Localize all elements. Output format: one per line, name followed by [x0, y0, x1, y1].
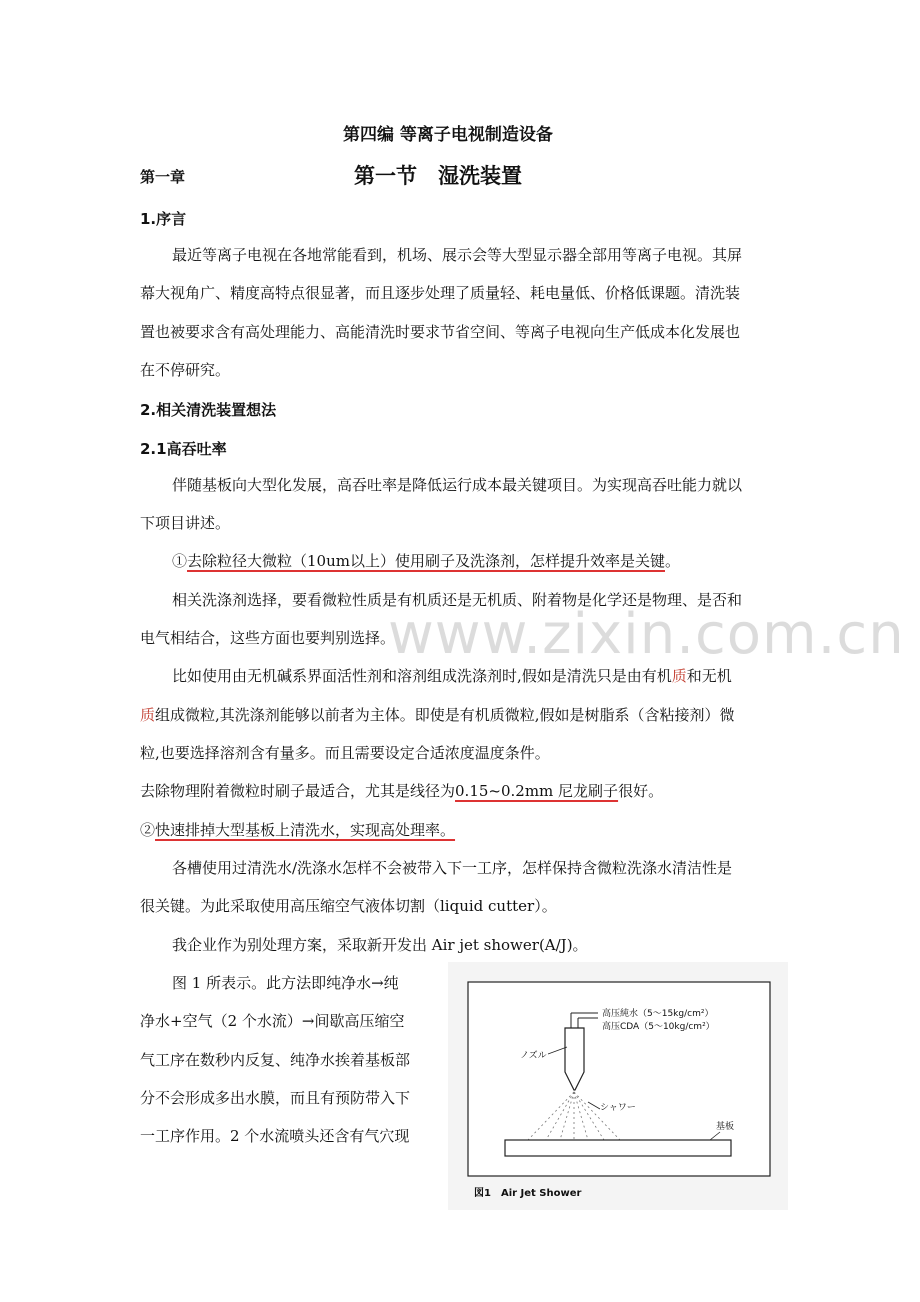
- paragraph-line: 我企业作为别处理方案，采取新开发出 Air jet shower(A/J)。: [172, 936, 588, 954]
- section-title: 第一节 湿洗装置: [354, 164, 522, 188]
- figure-caption: 図1 Air Jet Shower: [474, 1188, 582, 1199]
- paragraph-line: 置也被要求含有高处理能力、高能清洗时要求节省空间、等离子电视向生产低成本化发展也: [140, 323, 741, 341]
- text-span: 比如使用由无机碱系界面活性剂和溶剂组成洗涤剂时,假如是清洗只是由有机: [172, 667, 672, 685]
- paragraph-line: 粒,也要选择溶剂含有量多。而且需要设定合适浓度温度条件。: [140, 744, 550, 762]
- paragraph-line: 净水+空气（2 个水流）→间歇高压缩空: [140, 1012, 405, 1030]
- text-span: 很好。: [618, 782, 664, 800]
- list-item-2: [140, 820, 455, 840]
- underlined-text: 去除粒径大微粒（10um以上）使用刷子及洗涤剂，怎样提升效率是关键: [187, 552, 665, 570]
- paragraph-line: 图 1 所表示。此方法即纯净水→纯: [172, 974, 399, 992]
- paragraph-line: 很关键。为此采取使用高压缩空气液体切割（liquid cutter）。: [140, 897, 557, 915]
- paragraph-line: 电气相结合，这些方面也要判别选择。: [140, 629, 396, 647]
- paragraph-line: [140, 781, 663, 801]
- text-span: 组成微粒,其洗涤剂能够以前者为主体。即使是有机质微粒,假如是树脂系（含粘接剂）微: [155, 706, 735, 724]
- paragraph-line: 幕大视角广、精度高特点很显著，而且逐步处理了质量轻、耗电量低、价格低课题。清洗装: [140, 284, 741, 302]
- paragraph-line: 分不会形成多出水膜，而且有预防带入下: [140, 1089, 411, 1107]
- chapter-label: 第一章: [140, 168, 186, 186]
- underlined-text: 快速排掉大型基板上清洗水，实现高处理率。: [155, 821, 456, 839]
- paragraph-line: 最近等离子电视在各地常能看到，机场、展示会等大型显示器全部用等离子电视。其屏: [172, 246, 743, 264]
- label-high-pressure-cda: 高压CDA（5～10kg/cm²）: [602, 1022, 715, 1032]
- text-span: 和无机: [686, 667, 732, 685]
- paragraph-line: 相关洗涤剂选择，要看微粒性质是有机质还是无机质、附着物是化学还是物理、是否和: [172, 591, 743, 609]
- underlined-text: 0.15~0.2mm 尼龙刷子: [455, 782, 619, 800]
- heading-preface: 1.序言: [140, 210, 187, 228]
- label-nozzle: ノズル: [520, 1051, 547, 1061]
- watermark: www.zixin.com.cn: [388, 602, 905, 667]
- paragraph-line: 气工序在数秒内反复、纯净水挨着基板部: [140, 1051, 411, 1069]
- label-substrate: 基板: [716, 1122, 735, 1132]
- heading-cleaning-ideas: 2.相关清洗装置想法: [140, 401, 277, 419]
- list-marker: ②: [140, 821, 156, 839]
- text-span: 去除物理附着微粒时刷子最适合，尤其是线径为: [140, 782, 456, 800]
- paragraph-line: [172, 666, 732, 686]
- list-item-end: 。: [665, 552, 681, 570]
- paragraph-line: 伴随基板向大型化发展，高吞吐率是降低运行成本最关键项目。为实现高吞吐能力就以: [172, 476, 743, 494]
- list-marker: ①: [172, 552, 188, 570]
- paragraph-line: [140, 705, 735, 725]
- paragraph-line: 下项目讲述。: [140, 514, 231, 532]
- label-high-pressure-water: 高压純水（5～15kg/cm²）: [602, 1009, 714, 1019]
- figure-air-jet-shower: [448, 962, 788, 1210]
- paragraph-line: 一工序作用。2 个水流喷头还含有气穴现: [140, 1127, 410, 1145]
- label-shower: シャワー: [600, 1103, 636, 1113]
- paragraph-line: 在不停研究。: [140, 361, 231, 379]
- red-text: 质: [671, 667, 687, 685]
- paragraph-line: 各槽使用过清洗水/洗涤水怎样不会被带入下一工序，怎样保持含微粒洗涤水清洁性是: [172, 859, 733, 877]
- figure-diagram: [448, 962, 788, 1210]
- list-item-1: [172, 551, 680, 571]
- heading-throughput: 2.1高吞吐率: [140, 440, 227, 458]
- red-text: 质: [140, 706, 156, 724]
- part-title: 第四编 等离子电视制造设备: [343, 125, 553, 145]
